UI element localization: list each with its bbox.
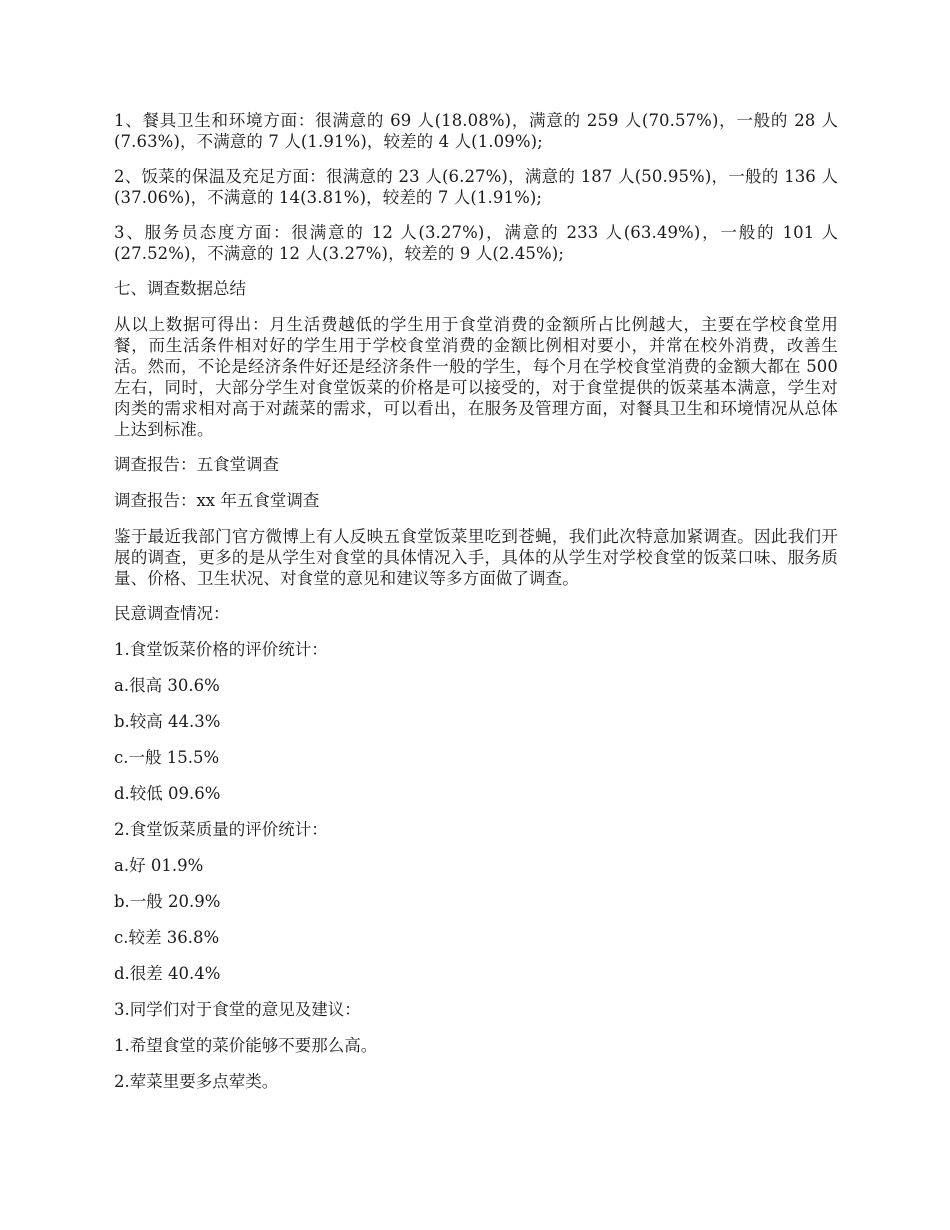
quality-heading: 2.食堂饭菜质量的评价统计：	[114, 820, 328, 839]
quality-item-a: a.好 01.9%	[114, 856, 204, 875]
survey-heading: 民意调查情况：	[114, 604, 230, 623]
price-item-c: c.一般 15.5%	[114, 748, 220, 767]
price-item-d: d.较低 09.6%	[114, 784, 221, 803]
suggestion-item-1: 1.希望食堂的菜价能够不要那么高。	[114, 1036, 378, 1055]
price-item-b: b.较高 44.3%	[114, 712, 221, 731]
quality-item-d: d.很差 40.4%	[114, 964, 221, 983]
paragraph-staff-attitude: 3、服务员态度方面：很满意的 12 人(3.27%)，满意的 233 人(63.49%)，一般的 101 人(27.52%)，不满意的 12 人(3.27%)，较差的 9 人(2.45%);	[114, 223, 838, 263]
paragraph-food-warmth: 2、饭菜的保温及充足方面：很满意的 23 人(6.27%)，满意的 187 人(50.95%)，一般的 136 人(37.06%)，不满意的 14(3.81%)，较差的 7 人(1.91%);	[114, 167, 838, 207]
suggestions-heading: 3.同学们对于食堂的意见及建议：	[114, 1000, 361, 1019]
price-heading: 1.食堂饭菜价格的评价统计：	[114, 640, 328, 659]
report-subtitle: 调查报告：xx 年五食堂调查	[114, 491, 320, 510]
section-heading-summary: 七、调查数据总结	[114, 279, 246, 298]
price-item-a: a.很高 30.6%	[114, 676, 220, 695]
paragraph-tableware-hygiene: 1、餐具卫生和环境方面：很满意的 69 人(18.08%)，满意的 259 人(70.57%)，一般的 28 人(7.63%)，不满意的 7 人(1.91%)，较差的 4 人(1.09%);	[114, 111, 838, 151]
paragraph-intro: 鉴于最近我部门官方微博上有人反映五食堂饭菜里吃到苍蝇，我们此次特意加紧调查。因此我们开展的调查，更多的是从学生对食堂的具体情况入手，具体的从学生对学校食堂的饭菜口味、服务质量、价格、卫生状况、对食堂的意见和建议等多方面做了调查。	[114, 527, 838, 588]
paragraph-summary: 从以上数据可得出：月生活费越低的学生用于食堂消费的金额所占比例越大，主要在学校食堂用餐，而生活条件相对好的学生用于学校食堂消费的金额比例相对要小，并常在校外消费，改善生活。然而，不论是经济条件好还是经济条件一般的学生，每个月在学校食堂消费的金额大都在 500 左右，同时，大部分学生对食堂饭菜的价格是可以接受的，对于食堂提供的饭菜基本满意，学生对肉类的需求相对高于对蔬菜的需求，可以看出，在服务及管理方面，对餐具卫生和环境情况从总体上达到标准。	[114, 315, 838, 439]
quality-item-c: c.较差 36.8%	[114, 928, 220, 947]
report-title: 调查报告：五食堂调查	[114, 455, 279, 474]
suggestion-item-2: 2.荤菜里要多点荤类。	[114, 1072, 279, 1091]
quality-item-b: b.一般 20.9%	[114, 892, 221, 911]
